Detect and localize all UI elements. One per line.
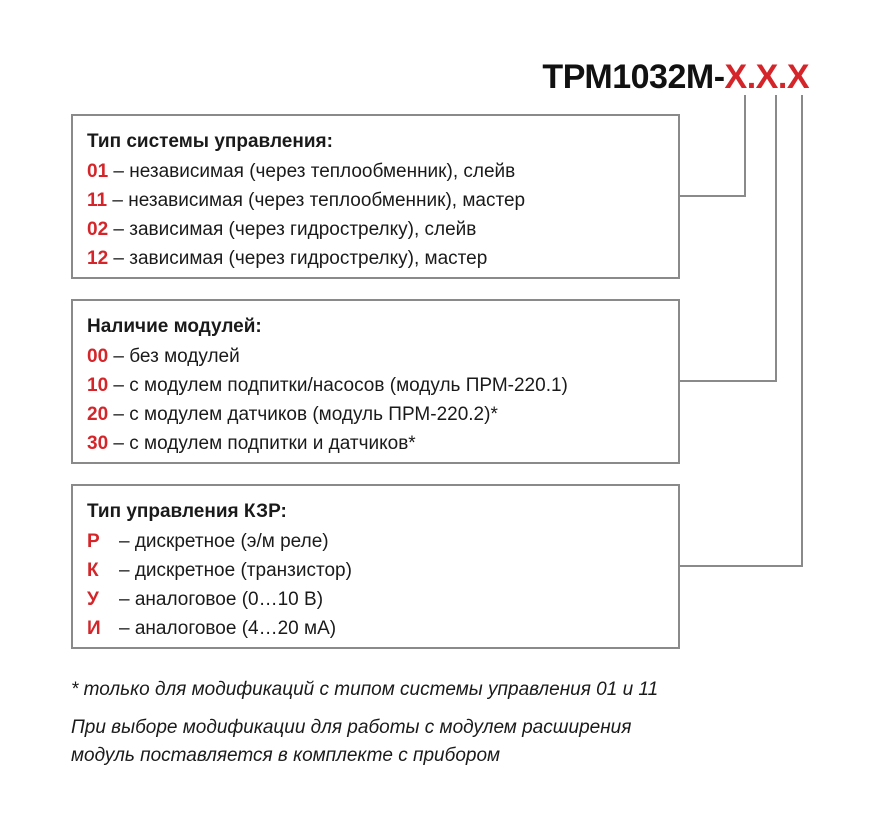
item-code: 11: [87, 190, 108, 211]
model-dot-1: .: [746, 58, 756, 96]
item-text: – дискретное (транзистор): [119, 560, 352, 581]
item-code: У: [87, 589, 99, 610]
item-text: – зависимая (через гидрострелку), слейв: [108, 219, 477, 240]
item-code: 01: [87, 161, 109, 182]
connector-line-3: [680, 95, 802, 566]
item-code: 30: [87, 433, 109, 454]
list-item: [87, 585, 678, 614]
item-code: 00: [87, 346, 109, 367]
model-prefix: ТРМ1032М-: [542, 58, 725, 96]
list-item: [87, 157, 678, 186]
item-code: Р: [87, 531, 100, 552]
list-item: [87, 429, 678, 458]
modules-box: [71, 299, 680, 464]
item-code: 10: [87, 375, 109, 396]
item-text: – с модулем подпитки и датчиков*: [108, 433, 416, 454]
item-text: – дискретное (э/м реле): [119, 531, 329, 552]
list-item: [87, 186, 678, 215]
delivery-note-line-1: При выборе модификации для работы с модулем расширения: [71, 717, 632, 738]
list-item: [87, 556, 678, 585]
item-code: 12: [87, 248, 109, 269]
list-item: [87, 614, 678, 643]
delivery-note: [71, 714, 631, 770]
model-position-3: Х: [786, 58, 809, 96]
item-text: – зависимая (через гидрострелку), мастер: [108, 248, 488, 269]
item-text: – без модулей: [108, 346, 240, 367]
item-text: – независимая (через теплообменник), слейв: [108, 161, 516, 182]
control-system-type-box: [71, 114, 680, 279]
item-code: 20: [87, 404, 109, 425]
model-position-2: Х: [755, 58, 778, 96]
list-item: [87, 400, 678, 429]
box-title: Наличие модулей:: [87, 316, 262, 337]
item-code: К: [87, 560, 99, 581]
item-code: 02: [87, 219, 109, 240]
model-position-1: Х: [724, 58, 747, 96]
item-text: – независимая (через теплообменник), мастер: [107, 190, 526, 211]
item-code: И: [87, 618, 101, 639]
connector-line-1: [680, 95, 745, 196]
item-text: – с модулем подпитки/насосов (модуль ПРМ-220.1): [108, 375, 568, 396]
box-title: Тип управления КЗР:: [87, 501, 287, 522]
list-item: [87, 244, 678, 273]
item-text: – с модулем датчиков (модуль ПРМ-220.2)*: [108, 404, 498, 425]
item-text: – аналоговое (0…10 В): [119, 589, 324, 610]
delivery-note-line-2: модуль поставляется в комплекте с прибором: [71, 745, 501, 766]
list-item: [87, 342, 678, 371]
list-item: [87, 527, 678, 556]
valve-control-type-box: [71, 484, 680, 649]
model-dot-2: .: [777, 58, 787, 96]
asterisk-footnote: * только для модификаций с типом системы управления 01 и 11: [71, 679, 659, 700]
box-title: Тип системы управления:: [87, 131, 333, 152]
list-item: [87, 371, 678, 400]
item-text: – аналоговое (4…20 мА): [119, 618, 337, 639]
list-item: [87, 215, 678, 244]
connector-line-2: [680, 95, 776, 381]
